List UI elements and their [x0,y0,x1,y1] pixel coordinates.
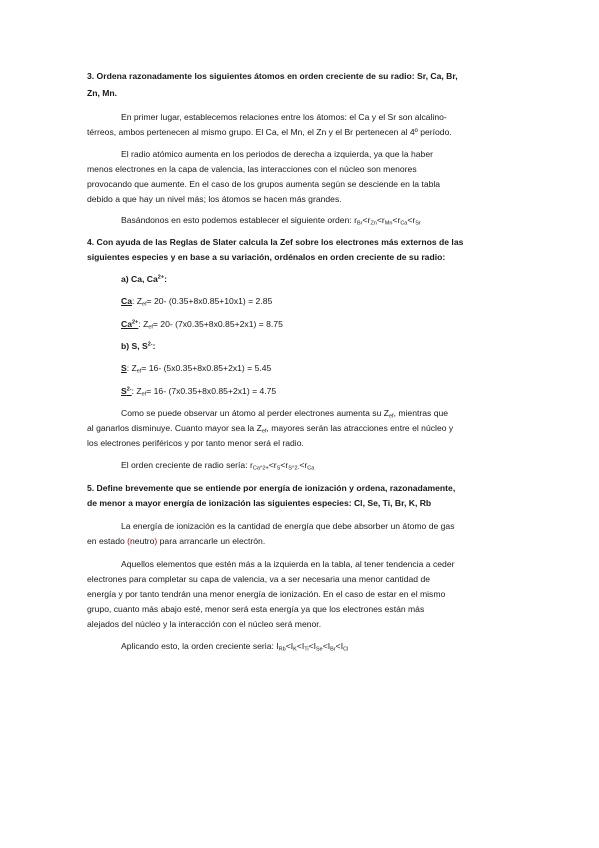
q4-part-b-label: b) S, $S^{2-}$: [121,341,156,351]
q3-heading-line1: 3. Ordena razonadamente los siguientes átomos en orden creciente de su radio: Sr, Ca, Br, [87,71,458,81]
q4-heading-line2: siguientes especies y en base a su variación, ordénalos en orden creciente de su radio: [87,252,446,262]
q3-p2-line2: menos electrones en la capa de valencia, las interacciones con el núcleo son menores [87,164,417,174]
q5-p2-line5: alejados del núcleo y la interacción con el núcleo será menor. [87,619,322,629]
q5-p2-line1: Aquellos elementos que estén más a la izquierda en la tabla, al tener tendencia a ceder [121,559,455,569]
q4-s2-zef-line: $S^{2-}$: $Z_{ef}= 16-$ (7x0.35+8x0.85+2x1) = 4.75 [121,386,277,398]
q5-order-expression: $I_{Rb}<I_K<I_{Ti}<I_{Se}<I_{Br}<I_{Cl}$ [276,641,349,653]
q4-ca-zef-line: Ca: $Z_{ef}= 20-$ (0.35+8x0.85+10x1) = 2.85 [121,296,273,308]
q4-explanation-line1: Como se puede observar un átomo al perder electrones aumenta su $Z_{ef}$, mientras que [121,408,449,420]
q4-order-line [121,461,314,470]
q3-p2-line3: provocando que aumente. En el caso de los grupos aumenta según se desciende en la tabla [87,179,441,189]
q3-order-expression: $r_{Br}<r_{Zn}<r_{Mn}<r_{Ca}<r_{Sr}$ [354,215,421,227]
q5-p2-line4: grupo, cuanto más abajo esté, menor será esta energía ya que los electrones están más [87,604,425,614]
q5-order-line [121,642,348,651]
q3-p1-line1: En primer lugar, establecemos relaciones entre los átomos: el Ca y el Sr son alcalino- [121,112,447,122]
q5-p1-line2: en estado (neutro) para arrancarle un electrón. [87,536,266,546]
q4-part-a-label: a) Ca, $Ca^{2+}$: [121,274,167,284]
q5-heading-line2: de menor a mayor energía de ionización las siguientes especies: Cl, Se, Ti, Br, K, Rb [87,498,432,508]
q3-order-line [121,216,421,225]
q5-p1-line1: La energía de ionización es la cantidad de energía que debe absorber un átomo de gas [121,521,455,531]
q5-order-label: Aplicando esto, la orden creciente seria: [121,641,277,651]
q5-heading-line1: 5. Define brevemente que se entiende por energía de ionización y ordena, razonadamente, [87,483,456,493]
q5-p2-line2: electrones para completar su capa de valencia, va a ser necesaria una menor cantidad de [87,574,430,584]
q3-p1-line2: térreos, ambos pertenecen al mismo grupo. El Ca, el Mn, el Zn y el Br pertenecen al 4º período. [87,127,452,137]
q4-explanation-line2: al ganarlos disminuye. Cuanto mayor sea la $Z_{ef}$, mayores serán las atracciones entre el núcleo y [87,423,454,435]
q3-p2-line4: debido a que hay un nivel más; los átomos se hacen más grandes. [87,194,342,204]
q3-p2-line1: El radio atómico aumenta en los periodos de derecha a izquierda, ya que la haber [121,149,433,159]
q3-heading-line2: Zn, Mn. [87,88,118,98]
q4-s-zef-line: S: $Z_{ef}= 16-$ (5x0.35+8x0.85+2x1) = 5.45 [121,363,272,375]
q3-order-label: Basándonos en esto podemos establecer el siguiente orden: [121,215,355,225]
q4-order-label: El orden creciente de radio sería: [121,460,250,470]
q5-p2-line3: energía y por tanto tendrán una menor energía de ionización. En el caso de estar en el mismo [87,589,446,599]
q4-explanation-line3: los electrones periféricos y por tanto menor será el radio. [87,438,304,448]
q4-ca2-zef-line: $Ca^{2+}$: $Z_{ef}= 20-$ (7x0.35+8x0.85+2x1) = 8.75 [121,319,283,331]
q4-heading-line1: 4. Con ayuda de las Reglas de Slater calcula la Zef sobre los electrones más externos de las [87,237,464,247]
q4-order-expression: $r_{Ca\^{}2+}<r_S<r_{S\^{}2-}<r_{Ca}$ [249,460,315,472]
